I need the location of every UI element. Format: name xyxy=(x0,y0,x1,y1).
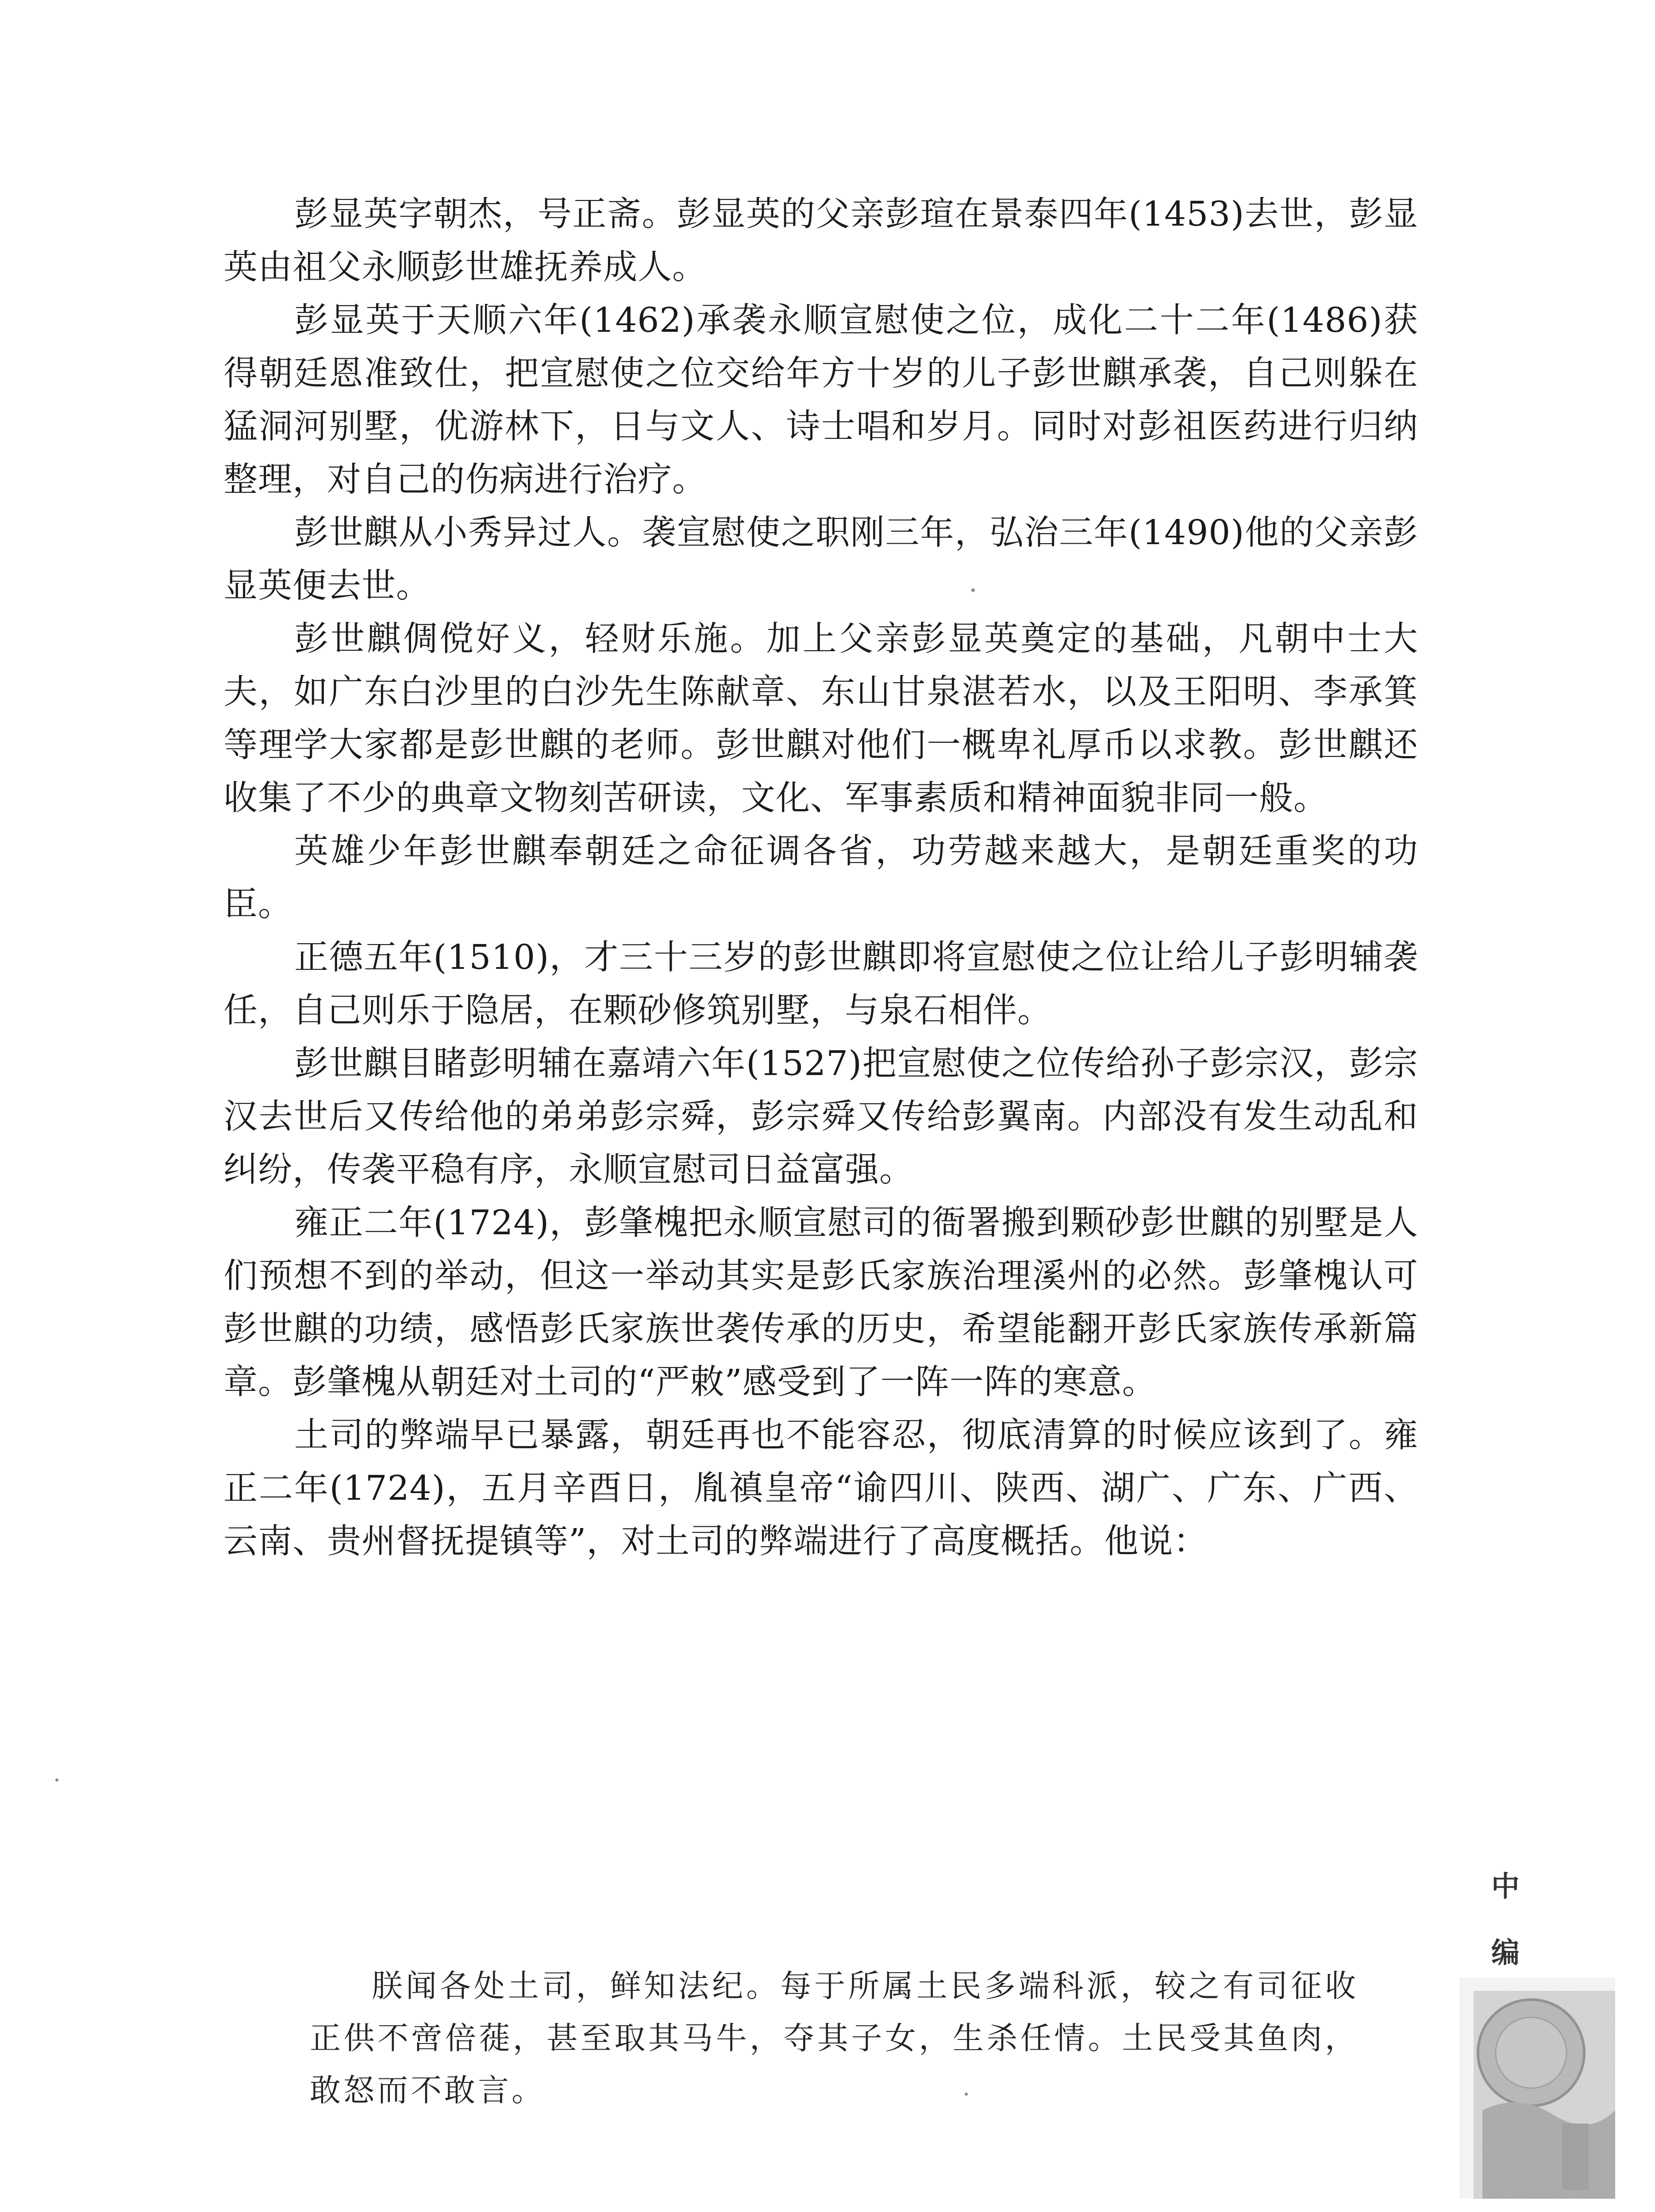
paragraph: 雍正二年(1724)，彭肇槐把永顺宣慰司的衙署搬到颗砂彭世麒的别墅是人们预想不到的举动，但这一举动其实是彭氏家族治理溪州的必然。彭肇槐认可彭世麒的功绩，感悟彭氏家族世袭传承的历史，希望能翻开彭氏家族传承新篇章。彭肇槐从朝廷对土司的“严敕”感受到了一阵一阵的寒意。 xyxy=(223,1203,1418,1402)
imperial-edict-quote xyxy=(310,1960,1359,2116)
paragraph: 彭显英字朝杰，号正斋。彭显英的父亲彭瑄在景泰四年(1453)去世，彭显英由祖父永顺彭世雄抚养成人。 xyxy=(223,195,1418,287)
illustration-grain xyxy=(1474,1991,1615,2199)
paragraph: 正德五年(1510)，才三十三岁的彭世麒即将宣慰使之位让给儿子彭明辅袭任，自己则乐于隐居，在颗砂修筑别墅，与泉石相伴。 xyxy=(223,938,1418,1030)
scan-speck xyxy=(55,1778,58,1782)
paragraph: 土司的弊端早已暴露，朝廷再也不能容忍，彻底清算的时候应该到了。雍正二年(1724)，五月辛酉日，胤禛皇帝“谕四川、陕西、湖广、广东、广西、云南、贵州督抚提镇等”，对土司的弊端进行了高度概括。他说： xyxy=(223,1416,1418,1561)
paragraph: 彭世麒从小秀异过人。袭宣慰使之职刚三年，弘治三年(1490)他的父亲彭显英便去世。 xyxy=(223,513,1418,606)
quote-text: 朕闻各处土司，鲜知法纪。每于所属土民多端科派，较之有司征收正供不啻倍蓰，甚至取其马牛，夺其子女，生杀任情。土民受其鱼肉，敢怒而不敢言。 xyxy=(310,1968,1359,2108)
scan-speck xyxy=(965,2093,968,2096)
paragraph: 英雄少年彭世麒奉朝廷之命征调各省，功劳越来越大，是朝廷重奖的功臣。 xyxy=(223,832,1418,924)
side-label-char: 中 xyxy=(1491,1870,1520,1903)
paragraph: 彭世麒倜傥好义，轻财乐施。加上父亲彭显英奠定的基础，凡朝中士大夫，如广东白沙里的白沙先生陈献章、东山甘泉湛若水，以及王阳明、李承箕等理学大家都是彭世麒的老师。彭世麒对他们一概卑礼厚币以求教。彭世麒还收集了不少的典章文物刻苦研读，文化、军事素质和精神面貌非同一般。 xyxy=(223,619,1418,818)
body-text xyxy=(223,188,1418,1568)
side-label-char: 编 xyxy=(1491,1936,1520,1970)
scan-speck xyxy=(971,588,975,592)
decorative-illustration xyxy=(1456,1978,1615,2199)
paragraph: 彭世麒目睹彭明辅在嘉靖六年(1527)把宣慰使之位传给孙子彭宗汉，彭宗汉去世后又传给他的弟弟彭宗舜，彭宗舜又传给彭翼南。内部没有发生动乱和纠纷，传袭平稳有序，永顺宣慰司日益富强。 xyxy=(223,1044,1418,1190)
paragraph: 彭显英于天顺六年(1462)承袭永顺宣慰使之位，成化二十二年(1486)获得朝廷恩准致仕，把宣慰使之位交给年方十岁的儿子彭世麒承袭，自己则躲在猛洞河别墅，优游林下，日与文人、诗士唱和岁月。同时对彭祖医药进行归纳整理，对自己的伤病进行治疗。 xyxy=(223,301,1418,499)
section-side-label xyxy=(1479,1854,1532,1986)
